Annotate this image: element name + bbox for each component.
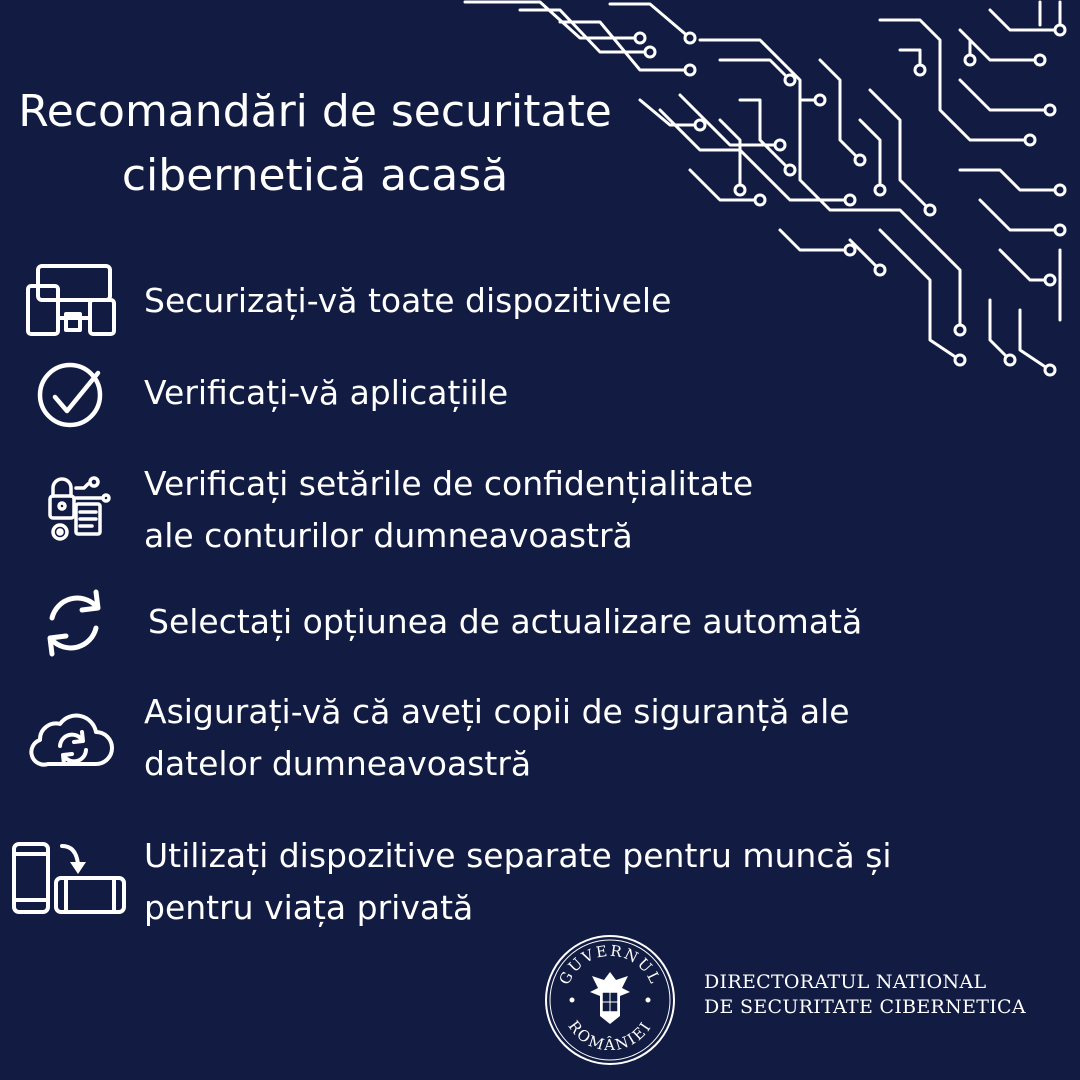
organization-name: DIRECTORATUL NATIONAL DE SECURITATE CIBERNETICA (704, 971, 1026, 1018)
phone-rotate-icon (10, 836, 128, 916)
recommendation-text: Verificați-vă aplicațiile (144, 373, 509, 412)
title-line-2: cibernetică acasă (121, 150, 509, 201)
cloud-sync-icon (10, 698, 128, 778)
recommendation-text: Verificați setările de confidențialitate ale conturilor dumneavoastră (144, 464, 754, 555)
recommendation-text: Securizați-vă toate dispozitivele (144, 281, 672, 320)
checkmark-circle-icon (10, 355, 128, 435)
title-line-1: Recomandări de securitate (18, 86, 612, 137)
recommendation-text: Utilizați dispozitive separate pentru muncă și pentru viața privată (144, 836, 892, 927)
refresh-icon (10, 582, 128, 662)
recommendation-text: Selectați opțiunea de actualizare automată (148, 602, 863, 641)
devices-icon (10, 262, 128, 342)
privacy-lock-settings-icon (10, 466, 128, 546)
page-title (0, 80, 630, 208)
government-seal-logo (542, 932, 678, 1068)
svg-text:GUVERNUL: GUVERNUL (555, 941, 665, 988)
recommendation-text: Asigurați-vă că aveți copii de siguranță ale datelor dumneavoastră (144, 692, 850, 783)
svg-text:ROMÂNIEI: ROMÂNIEI (564, 1017, 656, 1055)
